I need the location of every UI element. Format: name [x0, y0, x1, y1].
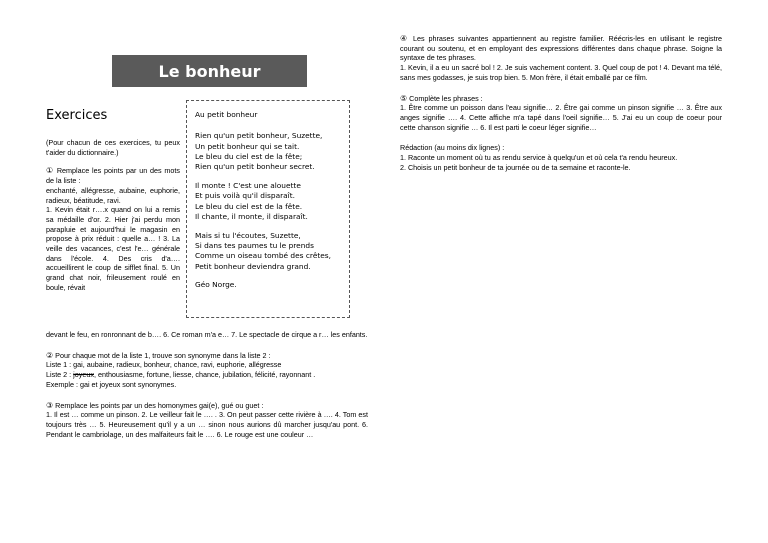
exercise-3: [46, 401, 368, 440]
exercise-2-struck-word: joyeux: [73, 370, 94, 380]
exercise-5-instruction: Complète les phrases :: [409, 93, 483, 103]
exercise-2-list-1: Liste 1 : gai, aubaine, radieux, bonheur, chance, ravi, euphorie, allégresse: [46, 360, 282, 370]
left-column: [46, 138, 180, 302]
exercise-4-text: 1. Kevin, il a eu un sacré bol ! 2. Je suis vachement content. 3. Quel coup de pot ! 4. Devant ma télé, sans mes godasses, je suis trop bien. 5. Mon frère, il était emballé par ce film.: [400, 63, 722, 82]
poem-author: Géo Norge.: [195, 280, 237, 290]
exercise-5: [400, 94, 722, 133]
poem-stanza-3: [195, 231, 345, 272]
right-column: [400, 34, 722, 172]
exercise-2: [46, 351, 368, 390]
poem-line: Le bleu du ciel est de la fête;: [195, 151, 303, 161]
exercise-3-text: 1. Il est … comme un pinson. 2. Le veilleur fait le …. . 3. On peut passer cette rivière à …. 4. Tom est toujours très … 5. Heureusement qu'il y a un … sinon nous aurions dû marcher jusqu'au pont. 6. Pendant le cambriolage, un des malfaiteurs fait le …. 6. Le rouge est une couleur …: [46, 410, 368, 439]
poem-line: Mais si tu l'écoutes, Suzette,: [195, 230, 301, 240]
exercise-1-number: ①: [46, 166, 54, 176]
poem-line: Un petit bonheur qui se tait.: [195, 141, 300, 151]
poem-line: Et puis voilà qu'il disparaît.: [195, 191, 295, 201]
poem-line: Petit bonheur deviendra grand.: [195, 261, 311, 271]
redaction-item-1: 1. Raconte un moment où tu as rendu service à quelqu'un et où cela t'a rendu heureux.: [400, 153, 678, 163]
poem-line: Comme un oiseau tombé des crêtes,: [195, 251, 332, 261]
poem-line: Il monte ! C'est une alouette: [195, 180, 301, 190]
exercise-1-word-list: enchanté, allégresse, aubaine, euphorie, radieux, béatitude, ravi.: [46, 185, 180, 205]
lower-left-content: [46, 330, 368, 439]
intro-text: (Pour chacun de ces exercices, tu peux t'aider du dictionnaire.): [46, 138, 180, 157]
poem-stanza-2: [195, 181, 345, 222]
poem: [195, 110, 345, 291]
exercises-heading: Exercices: [46, 108, 108, 123]
poem-title: Au petit bonheur: [195, 110, 258, 119]
poem-line: Il chante, il monte, il disparaît.: [195, 211, 308, 221]
exercise-1-instruction: Remplace les points par un des mots de la liste :: [46, 166, 181, 186]
exercise-3-instruction: Remplace les points par un des homonymes gai(e), gué ou guet :: [55, 400, 264, 410]
exercise-3-number: ③: [46, 400, 54, 410]
redaction-item-2: 2. Choisis un petit bonheur de ta journée ou de ta semaine et raconte-le.: [400, 162, 631, 172]
exercise-4-instruction: Les phrases suivantes appartiennent au registre familier. Réécris-les en utilisant le registre courant ou soutenu, et en employant des expressions différentes dans chaque phrase. Soigne la syntaxe de tes phrases.: [400, 34, 722, 63]
poem-stanza-1: [195, 131, 345, 172]
poem-line: Le bleu du ciel est de la fête.: [195, 201, 303, 211]
page-title: Le bonheur: [158, 61, 261, 81]
poem-line: Rien qu'un petit bonheur, Suzette,: [195, 131, 323, 141]
exercise-2-list-2-label: Liste 2 :: [46, 370, 72, 380]
exercise-4: [400, 34, 722, 83]
title-banner: [112, 55, 307, 87]
exercise-1: [46, 166, 180, 292]
exercise-2-number: ②: [46, 350, 54, 360]
poem-line: Rien qu'un petit bonheur secret.: [195, 162, 315, 172]
exercise-1-text: 1. Kevin était r….x quand on lui a remis sa médaille d'or. 2. Hier j'ai perdu mon parapluie et aujourd'hui le magasin en propose à prix réduit : quelle a… ! 3. La veille des vacances, c'est l'e… générale dans l'école. 4. Des cris d'a…. accueillirent le coup de sifflet final. 5. Un grand chat noir, frileusement roulé en boule, révait: [46, 205, 180, 292]
redaction-title: Rédaction (au moins dix lignes) :: [400, 143, 505, 153]
exercise-4-number: ④: [400, 34, 410, 43]
exercise-5-text: 1. Être comme un poisson dans l'eau signifie… 2. Être gai comme un pinson signifie … 3. Être aux anges signifie …. 4. Cette affiche m'a tapé dans l'oeil signifie… 5. J'ai eu un coup de coeur pour cette chanson signifie … 6. Il est parti le coeur léger signifie…: [400, 103, 722, 132]
exercise-2-instruction: Pour chaque mot de la liste 1, trouve son synonyme dans la liste 2 :: [55, 350, 271, 360]
poem-line: Si dans tes paumes tu le prends: [195, 240, 314, 250]
exercise-1-continuation: devant le feu, en ronronnant de b…. 6. Ce roman m'a e… 7. Le spectacle de cirque a r… les enfants.: [46, 330, 368, 339]
redaction: [400, 143, 722, 172]
exercise-5-number: ⑤: [400, 93, 408, 103]
exercise-2-example: Exemple : gai et joyeux sont synonymes.: [46, 379, 177, 389]
exercise-2-list-2: , enthousiasme, fortune, liesse, chance, jubilation, félicité, rayonnant .: [93, 370, 316, 380]
